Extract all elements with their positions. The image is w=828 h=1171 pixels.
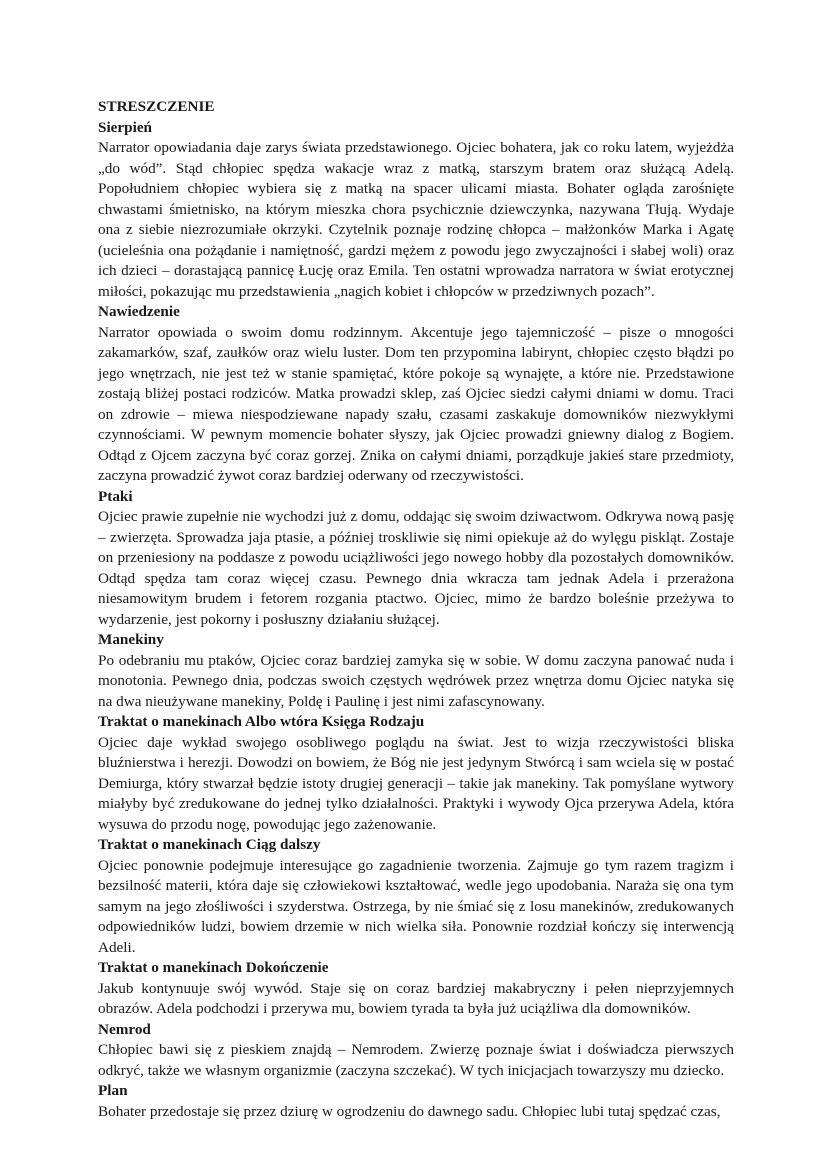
section-heading-nawiedzenie: Nawiedzenie (98, 303, 180, 320)
section-heading-sierpien: Sierpień (98, 118, 153, 136)
section-text-sierpien: Narrator opowiadania daje zarys świata przedstawionego. Ojciec bohatera, jak co roku latem, wyjeżdża „do wód”. Stąd chłopiec spędza wakacje wraz z matką, starszym bratem oraz służącą Adelą. Popołudniem chłopiec wybiera się z matką na spacer ulicami miasta. Bohater ogląda zarośnięte chwastami śmietnisko, na którym mieszka chora psychicznie dziewczynka, nazywana Tłują. Wydaje ona z siebie niezrozumiałe okrzyki. Czytelnik poznaje rodzinę chłopca – małżonków Marka i Agatę (ucieleśnia ona pożądanie i namiętność, gardzi mężem z powodu jego zwyczajności i słabej woli) oraz ich dzieci – dorastającą pannicę Łucję oraz Emila. Ten ostatni wprowadza narratora w świat erotycznej miłości, pokazując mu przedstawienia „nagich kobiet i chłopców w przedziwnych pozach”. (98, 139, 734, 300)
section-heading-traktat-2: Traktat o manekinach Ciąg dalszy (98, 836, 321, 853)
section-heading-ptaki: Ptaki (98, 487, 133, 505)
section-text-nawiedzenie: Narrator opowiada o swoim domu rodzinnym. Akcentuje jego tajemniczość – pisze o mnogości zakamarków, szaf, zaułków oraz wielu luster. Dom ten przypomina labirynt, chłopiec często błądzi po jego wnętrzach, nie jest też w stanie spamiętać, które pokoje są wynajęte, a które nie. Przedstawione zostają bliżej postaci rodziców. Matka prowadzi sklep, zaś Ojciec siedzi całymi dniami w domu. Traci on zdrowie – miewa niespodziewane napady szału, czasami zaskakuje domowników niezwykłymi czynnościami. W pewnym momencie bohater słyszy, jak Ojciec prowadzi gniewny dialog z Bogiem. Odtąd z Ojcem zaczyna być coraz gorzej. Znika on całymi dniami, porządkuje jakieś stare przedmioty, zaczyna prowadzić żywot coraz bardziej oderwany od rzeczywistości. (98, 323, 734, 484)
section-heading-traktat-3: Traktat o manekinach Dokończenie (98, 959, 329, 976)
document-title: STRESZCZENIE (98, 98, 215, 115)
section-text-traktat-1: Ojciec daje wykład swojego osobliwego poglądu na świat. Jest to wizja rzeczywistości bliska bluźnierstwa i herezji. Dowodzi on bowiem, że Bóg nie jest jedynym Stwórcą i sam wciela się w postać Demiurga, który stwarzał będzie istoty drugiej generacji – takie jak manekiny. Tak pomyślane wytwory miałyby być zredukowane do jednej tylko działalności. Praktyki i wywody Ojca przerywa Adela, która wysuwa do przodu nogę, powodując jego zażenowanie. (98, 733, 734, 833)
section-heading-nemrod: Nemrod (98, 1020, 151, 1038)
section-text-plan: Bohater przedostaje się przez dziurę w ogrodzeniu do dawnego sadu. Chłopiec lubi tutaj spędzać czas, (98, 1102, 721, 1120)
section-text-manekiny: Po odebraniu mu ptaków, Ojciec coraz bardziej zamyka się w sobie. W domu zaczyna panować nuda i monotonia. Pewnego dnia, podczas swoich częstych wędrówek przez wnętrza domu Ojciec natyka się na dwa nieużywane manekiny, Poldę i Paulinę i jest nimi zafascynowany. (98, 651, 734, 710)
section-text-traktat-2: Ojciec ponownie podejmuje interesujące go zagadnienie tworzenia. Zajmuje go tym razem tragizm i bezsilność materii, która daje się człowiekowi kształtować, wedle jego upodobania. Naraża się ona tym samym na jego złośliwości i szyderstwa. Ostrzega, by nie śmiać się z losu manekinów, zredukowanych odpowiedników ludzi, bowiem drzemie w nich wielka siła. Ponownie rozdział kończy się interwencją Adeli. (98, 856, 734, 956)
section-heading-manekiny: Manekiny (98, 631, 164, 648)
section-text-ptaki: Ojciec prawie zupełnie nie wychodzi już z domu, oddając się swoim dziwactwom. Odkrywa nową pasję – zwierzęta. Sprowadza jaja ptasie, a później troskliwie się nimi opiekuje aż do wylęgu piskląt. Zostaje on przeniesiony na poddasze z powodu uciążliwości jego nowego hobby dla pozostałych domowników. Odtąd spędza tam coraz więcej czasu. Pewnego dnia wkracza tam jednak Adela i przerażona niesamowitym brudem i fetorem rozgania ptactwo. Ojciec, mimo że bardzo boleśnie przeżywa to wydarzenie, jest pokorny i posłuszny działaniu służącej. (98, 508, 734, 628)
section-text-traktat-3: Jakub kontynuuje swój wywód. Staje się on coraz bardziej makabryczny i pełen nieprzyjemnych obrazów. Adela podchodzi i przerywa mu, bowiem tyrada ta była już uciążliwa dla domowników. (98, 979, 734, 1017)
section-heading-plan: Plan (98, 1082, 128, 1099)
document-page (98, 97, 734, 1122)
section-heading-traktat-1: Traktat o manekinach Albo wtóra Księga Rodzaju (98, 713, 425, 730)
section-text-nemrod: Chłopiec bawi się z pieskiem znajdą – Nemrodem. Zwierzę poznaje świat i doświadcza pierwszych odkryć, także we własnym organizmie (zaczyna szczekać). W tych inicjacjach towarzyszy mu dziecko. (98, 1041, 734, 1079)
